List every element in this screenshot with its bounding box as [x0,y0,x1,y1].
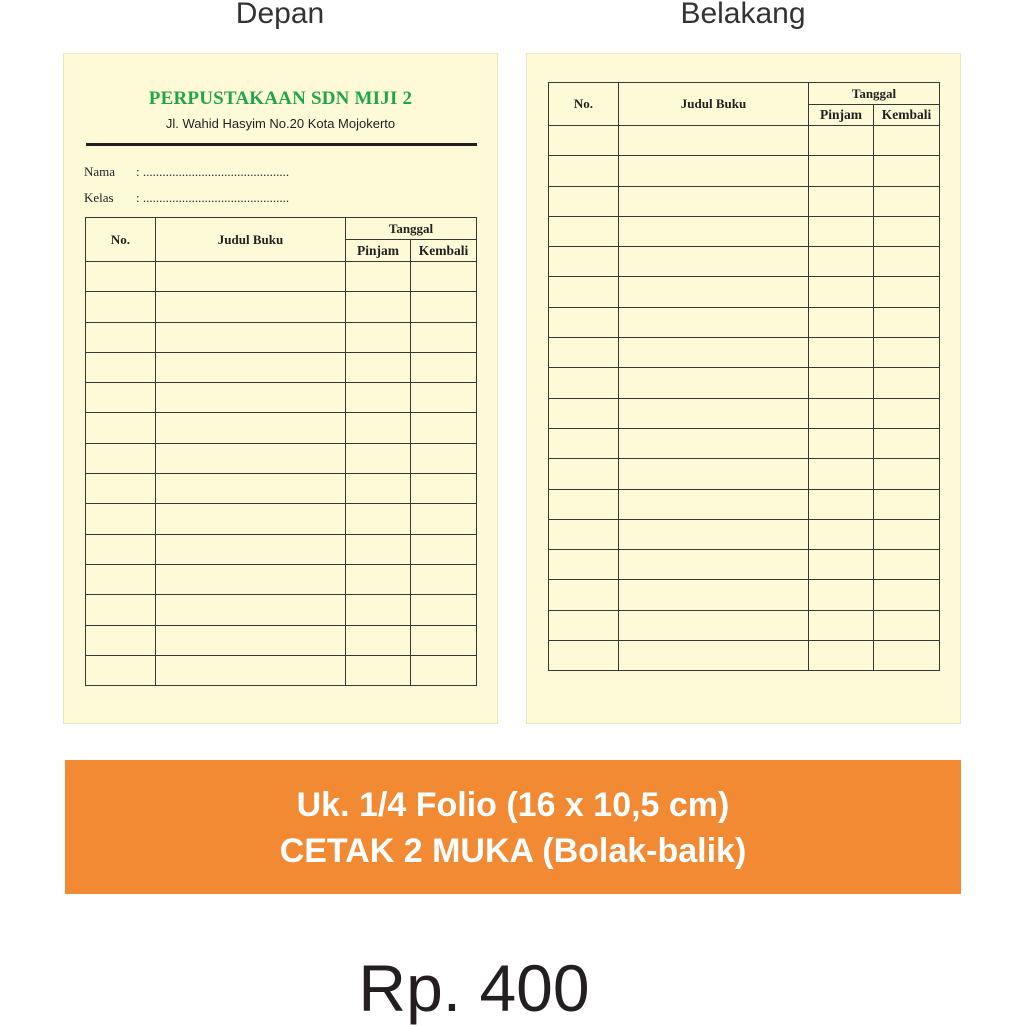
row-no-cell [549,428,619,458]
row-no-cell [86,595,156,625]
row-title-cell [619,459,809,489]
row-no-cell [549,368,619,398]
row-title-cell [156,383,346,413]
row-title-cell [156,443,346,473]
row-return-cell [874,338,940,368]
row-borrow-cell [809,156,874,186]
row-borrow-cell [809,216,874,246]
row-no-cell [549,277,619,307]
library-address: Jl. Wahid Hasyim No.20 Kota Mojokerto [165,116,396,131]
back-loan-table [548,82,940,671]
row-return-cell [874,459,940,489]
row-return-cell [874,398,940,428]
front-side-title: Depan [235,0,325,30]
table-row [86,443,477,473]
row-no-cell [549,610,619,640]
back-card [526,53,961,724]
row-no-cell [86,383,156,413]
row-return-cell [874,247,940,277]
row-return-cell [874,216,940,246]
row-return-cell [411,655,477,685]
row-borrow-cell [346,564,411,594]
row-return-cell [874,580,940,610]
name-dots: : ............................................. [136,164,290,179]
row-return-cell [874,368,940,398]
row-title-cell [156,262,346,292]
row-return-cell [411,262,477,292]
banner-size-text: Uk. 1/4 Folio (16 x 10,5 cm) [296,786,730,824]
row-title-cell [619,489,809,519]
row-borrow-cell [809,428,874,458]
row-borrow-cell [346,413,411,443]
row-return-cell [411,595,477,625]
row-title-cell [156,595,346,625]
row-no-cell [86,262,156,292]
row-title-cell [619,550,809,580]
table-row [549,247,940,277]
row-title-cell [619,368,809,398]
row-title-cell [156,564,346,594]
front-card [63,53,498,724]
table-row [86,625,477,655]
col-no-header: No. [549,83,619,126]
table-row [86,655,477,685]
row-title-cell [619,519,809,549]
row-title-cell [619,247,809,277]
row-no-cell [549,550,619,580]
table-row [549,641,940,671]
price-label: Rp. 400 [358,951,590,1025]
table-row [549,338,940,368]
table-row [86,413,477,443]
row-title-cell [619,156,809,186]
row-return-cell [874,519,940,549]
col-title-header: Judul Buku [156,218,346,262]
row-return-cell [411,292,477,322]
table-row [549,277,940,307]
col-title-header: Judul Buku [619,83,809,126]
row-return-cell [411,443,477,473]
table-row [549,580,940,610]
row-no-cell [549,580,619,610]
row-borrow-cell [809,489,874,519]
row-no-cell [549,216,619,246]
row-return-cell [411,352,477,382]
row-title-cell [619,641,809,671]
row-title-cell [156,504,346,534]
row-return-cell [874,550,940,580]
row-borrow-cell [346,504,411,534]
row-no-cell [86,322,156,352]
row-borrow-cell [346,262,411,292]
row-borrow-cell [809,550,874,580]
row-title-cell [619,398,809,428]
row-no-cell [86,474,156,504]
row-borrow-cell [809,126,874,156]
table-row [86,504,477,534]
row-no-cell [549,247,619,277]
row-borrow-cell [809,338,874,368]
row-return-cell [874,156,940,186]
row-no-cell [549,519,619,549]
table-row [549,307,940,337]
table-row [549,459,940,489]
row-return-cell [411,383,477,413]
banner-print-text: CETAK 2 MUKA (Bolak-balik) [279,832,747,870]
row-borrow-cell [346,625,411,655]
row-title-cell [619,580,809,610]
table-row [86,262,477,292]
row-return-cell [874,641,940,671]
row-borrow-cell [809,368,874,398]
table-row [549,368,940,398]
class-field [84,190,289,206]
row-borrow-cell [346,534,411,564]
table-row [549,489,940,519]
row-no-cell [86,352,156,382]
table-row [86,322,477,352]
size-banner [65,760,961,894]
row-title-cell [156,534,346,564]
row-no-cell [549,398,619,428]
table-row [549,126,940,156]
row-title-cell [619,277,809,307]
col-date-header: Tanggal [809,83,940,105]
row-title-cell [619,307,809,337]
row-return-cell [874,307,940,337]
row-title-cell [156,625,346,655]
table-row [86,474,477,504]
class-dots: : ............................................. [136,190,290,205]
row-return-cell [874,489,940,519]
row-borrow-cell [809,186,874,216]
row-borrow-cell [346,595,411,625]
table-row [549,216,940,246]
table-row [549,519,940,549]
row-borrow-cell [809,641,874,671]
row-no-cell [549,489,619,519]
row-borrow-cell [809,247,874,277]
library-name: PERPUSTAKAAN SDN MIJI 2 [148,88,413,109]
row-borrow-cell [346,655,411,685]
row-title-cell [619,126,809,156]
col-return-header: Kembali [874,105,940,126]
row-borrow-cell [809,610,874,640]
table-row [86,352,477,382]
row-borrow-cell [346,383,411,413]
row-return-cell [874,186,940,216]
row-title-cell [156,322,346,352]
row-return-cell [411,625,477,655]
row-title-cell [619,338,809,368]
col-return-header: Kembali [411,240,477,262]
header-divider [86,143,477,146]
row-return-cell [411,534,477,564]
row-return-cell [874,126,940,156]
row-no-cell [86,443,156,473]
table-row [549,610,940,640]
row-borrow-cell [346,292,411,322]
row-return-cell [411,474,477,504]
row-borrow-cell [809,307,874,337]
row-return-cell [874,277,940,307]
row-no-cell [86,292,156,322]
table-row [86,292,477,322]
row-title-cell [619,610,809,640]
table-row [86,383,477,413]
back-side-title: Belakang [680,0,806,30]
class-label: Kelas [84,190,114,205]
col-no-header: No. [86,218,156,262]
row-return-cell [874,428,940,458]
row-title-cell [619,186,809,216]
row-no-cell [86,504,156,534]
row-no-cell [549,126,619,156]
row-no-cell [86,564,156,594]
row-borrow-cell [809,398,874,428]
col-borrow-header: Pinjam [809,105,874,126]
table-row [549,186,940,216]
name-field [84,164,289,180]
row-no-cell [549,641,619,671]
row-title-cell [156,413,346,443]
row-title-cell [156,474,346,504]
row-borrow-cell [346,443,411,473]
row-title-cell [619,428,809,458]
row-borrow-cell [346,352,411,382]
row-no-cell [86,625,156,655]
table-row [549,156,940,186]
row-return-cell [411,504,477,534]
row-return-cell [411,322,477,352]
row-no-cell [549,307,619,337]
row-title-cell [619,216,809,246]
table-row [549,550,940,580]
table-row [549,398,940,428]
row-borrow-cell [346,474,411,504]
front-loan-table [85,217,477,686]
row-no-cell [86,655,156,685]
row-title-cell [156,655,346,685]
row-no-cell [549,186,619,216]
row-title-cell [156,352,346,382]
table-row [86,564,477,594]
row-borrow-cell [809,459,874,489]
name-label: Nama [84,164,116,179]
row-return-cell [874,610,940,640]
row-borrow-cell [809,580,874,610]
table-row [549,428,940,458]
row-no-cell [549,459,619,489]
table-row [86,534,477,564]
row-borrow-cell [809,519,874,549]
row-borrow-cell [346,322,411,352]
row-no-cell [86,534,156,564]
table-row [86,595,477,625]
row-return-cell [411,413,477,443]
row-borrow-cell [809,277,874,307]
col-date-header: Tanggal [346,218,477,240]
row-no-cell [86,413,156,443]
col-borrow-header: Pinjam [346,240,411,262]
row-title-cell [156,292,346,322]
row-return-cell [411,564,477,594]
row-no-cell [549,338,619,368]
row-no-cell [549,156,619,186]
